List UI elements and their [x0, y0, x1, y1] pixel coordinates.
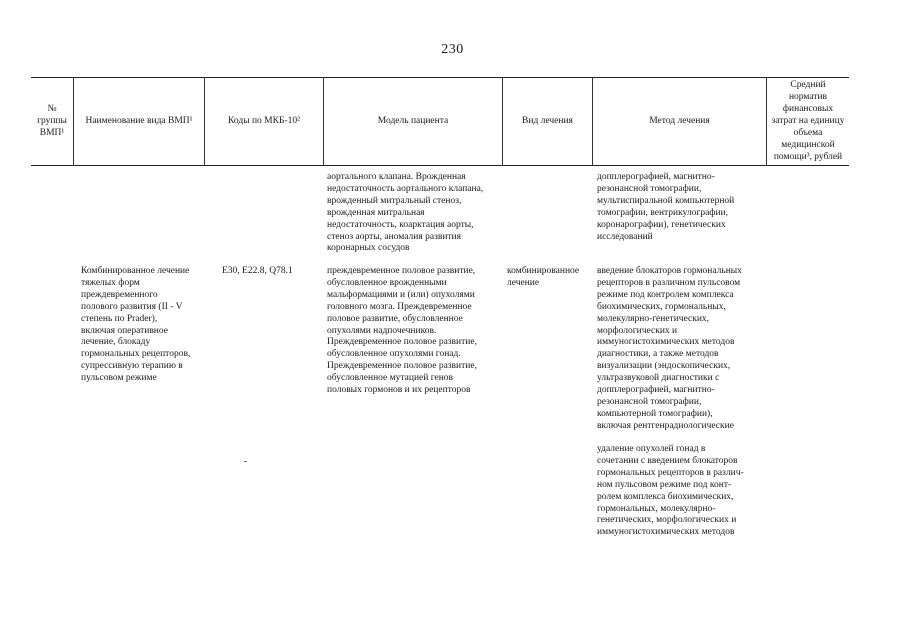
header-vmp-name	[74, 77, 204, 165]
header-icd-codes	[205, 77, 323, 165]
row2-method-1: введение блокаторов гормональных рецепторов в различном пульсовом режиме под контролем комплекса биохимических, гормональных, молекулярно-генетических, морфологических и иммуногистохимических методов диагностики, а также методов визуализации (эндоскопических, ультразвуковой диагностики с допплерографией, магнитно- резонансной томографии, компьютерной томографии), включая рентгенрадиологические	[597, 266, 742, 431]
row2-treatment-type: комбинированное лечение	[507, 266, 580, 288]
header-bottom-border	[31, 165, 849, 166]
row2-icd-codes: E30, E22.8, Q78.1	[222, 266, 293, 276]
header-treatment-method-text: Метод лечения	[649, 116, 710, 126]
header-patient-model	[324, 77, 502, 165]
header-vmp-name-text: Наименование вида ВМП¹	[85, 116, 193, 126]
header-treatment-type-text: Вид лечения	[522, 116, 573, 126]
row2-patient-model: преждевременное половое развитие, обусловленное врожденными мальформациями и (или) опухолями головного мозга. Преждевременное половое развитие, обусловленное опухолями надпочечников. Преждевременное половое развитие, обусловленное опухолями гонад. Преждевременное половое развитие, обусловленное мутацией генов половых гормонов и их рецепторов	[327, 266, 477, 396]
header-treatment-type	[503, 77, 592, 165]
header-group-number-text: № группы ВМП¹	[37, 104, 67, 138]
row2-method-2: удаление опухолей гонад в сочетании с введением блокаторов гормональных рецепторов в различ- ном пульсовом режиме под конт- ролем комплекса биохимических, гормональных, молекулярно- генетических, морфологических и иммуногистохимических методов	[597, 444, 744, 538]
page-number: 230	[441, 42, 464, 57]
header-icd-codes-text: Коды по МКБ-10²	[228, 116, 300, 126]
row1-method: допплерографией, магнитно- резонансной томографии, мультиспиральной компьютерной томографии, вентрикулографии, коронарографии), генетических исследований	[597, 172, 735, 242]
header-group-number	[31, 77, 73, 165]
header-cost-norm	[767, 77, 849, 165]
header-treatment-method	[593, 77, 766, 165]
scan-speck	[244, 461, 247, 462]
row1-patient-model: аортального клапана. Врожденная недостаточность аортального клапана, врожденный митральный стеноз, врожденная митральная недостаточность, коарктация аорты, стеноз аорты, аномалия развития коронарных сосудов	[327, 172, 484, 254]
row2-vmp-name: Комбинированное лечение тяжелых форм преждевременного полового развития (II - V степень по Prader), включая оперативное лечение, блокаду гормональных рецепторов, супрессивную терапию в пульсовом режиме	[81, 266, 191, 384]
header-cost-norm-text: Средний норматив финансовых затрат на единицу объема медицинской помощи³, рублей	[771, 80, 845, 162]
header-patient-model-text: Модель пациента	[377, 116, 449, 126]
